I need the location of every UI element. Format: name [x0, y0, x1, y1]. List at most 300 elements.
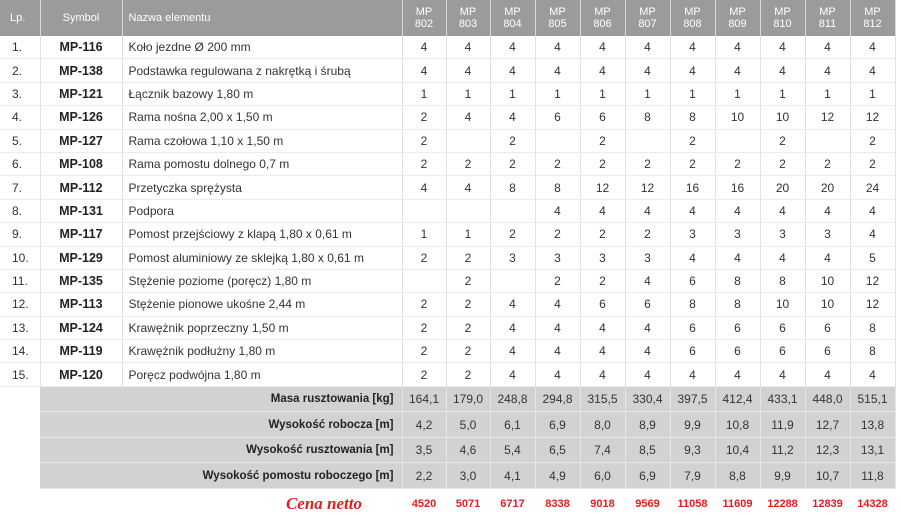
summary-value: 10,7 — [805, 463, 850, 489]
row-name: Rama nośna 2,00 x 1,50 m — [122, 106, 402, 129]
row-quantity: 16 — [670, 176, 715, 199]
summary-value: 12,3 — [805, 437, 850, 463]
row-quantity: 4 — [670, 246, 715, 269]
summary-row — [0, 437, 895, 463]
row-symbol: MP-138 — [40, 59, 122, 82]
header-model-number: 812 — [863, 18, 882, 30]
summary-value: 6,9 — [535, 412, 580, 438]
header-model — [402, 0, 446, 36]
header-model-number: 806 — [593, 18, 612, 30]
row-quantity: 2 — [535, 223, 580, 246]
row-quantity: 4 — [715, 199, 760, 222]
row-quantity: 4 — [535, 59, 580, 82]
row-symbol: MP-117 — [40, 223, 122, 246]
row-quantity: 2 — [625, 152, 670, 175]
row-quantity: 2 — [580, 223, 625, 246]
row-quantity: 4 — [625, 59, 670, 82]
row-symbol: MP-127 — [40, 129, 122, 152]
row-quantity — [490, 269, 535, 292]
row-quantity: 6 — [670, 340, 715, 363]
row-name: Przetyczka sprężysta — [122, 176, 402, 199]
row-quantity — [446, 199, 490, 222]
row-quantity — [805, 129, 850, 152]
row-quantity: 2 — [850, 152, 895, 175]
summary-value: 2,2 — [402, 463, 446, 489]
row-quantity: 4 — [670, 59, 715, 82]
header-model-number: 808 — [683, 18, 702, 30]
table-row — [0, 82, 895, 105]
price-value: 11058 — [670, 488, 715, 519]
row-quantity: 8 — [670, 106, 715, 129]
summary-value: 6,0 — [580, 463, 625, 489]
row-quantity: 10 — [760, 293, 805, 316]
row-quantity: 4 — [490, 340, 535, 363]
row-number: 1. — [0, 36, 40, 59]
row-quantity: 6 — [715, 340, 760, 363]
row-quantity: 1 — [446, 223, 490, 246]
row-quantity: 4 — [625, 340, 670, 363]
row-quantity: 2 — [446, 316, 490, 339]
row-quantity: 1 — [670, 82, 715, 105]
row-quantity: 4 — [760, 363, 805, 386]
row-quantity: 2 — [446, 363, 490, 386]
row-quantity: 4 — [625, 36, 670, 59]
row-number: 14. — [0, 340, 40, 363]
header-model-number: 811 — [818, 18, 837, 30]
row-quantity: 2 — [670, 152, 715, 175]
summary-value: 11,9 — [760, 412, 805, 438]
row-name: Koło jezdne Ø 200 mm — [122, 36, 402, 59]
row-quantity: 4 — [715, 36, 760, 59]
row-quantity: 4 — [805, 59, 850, 82]
row-quantity: 4 — [490, 316, 535, 339]
summary-value: 248,8 — [490, 386, 535, 412]
row-quantity: 2 — [580, 152, 625, 175]
row-quantity: 4 — [625, 363, 670, 386]
row-quantity: 6 — [670, 316, 715, 339]
summary-value: 330,4 — [625, 386, 670, 412]
row-quantity: 4 — [760, 36, 805, 59]
row-quantity: 4 — [535, 36, 580, 59]
row-symbol: MP-135 — [40, 269, 122, 292]
row-quantity: 4 — [490, 293, 535, 316]
row-quantity: 4 — [580, 363, 625, 386]
header-model-prefix: MP — [549, 6, 566, 18]
table-row — [0, 246, 895, 269]
row-quantity: 8 — [760, 269, 805, 292]
row-quantity: 4 — [535, 316, 580, 339]
row-quantity: 10 — [715, 106, 760, 129]
row-quantity: 2 — [625, 223, 670, 246]
row-quantity: 4 — [490, 363, 535, 386]
row-quantity: 4 — [850, 223, 895, 246]
table-row — [0, 176, 895, 199]
header-model-number: 804 — [503, 18, 522, 30]
row-quantity: 4 — [850, 59, 895, 82]
header-model-prefix: MP — [459, 6, 477, 18]
row-quantity: 10 — [760, 106, 805, 129]
summary-value: 433,1 — [760, 386, 805, 412]
row-quantity: 4 — [535, 293, 580, 316]
row-quantity: 2 — [402, 106, 446, 129]
header-model-prefix: MP — [594, 6, 611, 18]
summary-value: 4,6 — [446, 437, 490, 463]
row-name: Podpora — [122, 199, 402, 222]
summary-value: 5,0 — [446, 412, 490, 438]
row-number: 8. — [0, 199, 40, 222]
row-number: 9. — [0, 223, 40, 246]
row-name: Pomost aluminiowy ze sklejką 1,80 x 0,61 m — [122, 246, 402, 269]
summary-label: Wysokość pomostu roboczego [m] — [40, 463, 402, 489]
row-quantity — [402, 269, 446, 292]
row-number: 7. — [0, 176, 40, 199]
row-quantity: 8 — [625, 106, 670, 129]
row-name: Rama pomostu dolnego 0,7 m — [122, 152, 402, 175]
row-quantity: 2 — [402, 316, 446, 339]
row-quantity: 6 — [715, 316, 760, 339]
table-row — [0, 59, 895, 82]
table-row — [0, 340, 895, 363]
summary-value: 179,0 — [446, 386, 490, 412]
row-name: Stężenie poziome (poręcz) 1,80 m — [122, 269, 402, 292]
price-value: 8338 — [535, 488, 580, 519]
row-name: Stężenie pionowe ukośne 2,44 m — [122, 293, 402, 316]
row-quantity: 3 — [580, 246, 625, 269]
row-quantity: 1 — [446, 82, 490, 105]
summary-value: 13,8 — [850, 412, 895, 438]
summary-value: 294,8 — [535, 386, 580, 412]
summary-row — [0, 463, 895, 489]
header-model-prefix: MP — [774, 6, 791, 18]
summary-value: 11,8 — [850, 463, 895, 489]
row-quantity: 1 — [850, 82, 895, 105]
row-quantity: 10 — [805, 293, 850, 316]
row-quantity — [402, 199, 446, 222]
row-quantity: 4 — [535, 340, 580, 363]
price-value: 9569 — [625, 488, 670, 519]
summary-body — [0, 386, 895, 488]
row-quantity: 4 — [580, 199, 625, 222]
row-quantity: 1 — [760, 82, 805, 105]
summary-spacer — [0, 386, 40, 412]
summary-value: 10,4 — [715, 437, 760, 463]
row-quantity: 2 — [850, 129, 895, 152]
header-name: Nazwa elementu — [122, 0, 402, 36]
header-model — [446, 0, 490, 36]
row-name: Krawężnik poprzeczny 1,50 m — [122, 316, 402, 339]
row-quantity: 4 — [446, 176, 490, 199]
summary-value: 4,1 — [490, 463, 535, 489]
row-quantity: 2 — [535, 269, 580, 292]
row-quantity: 1 — [715, 82, 760, 105]
row-quantity: 4 — [580, 316, 625, 339]
row-quantity: 4 — [625, 316, 670, 339]
header-model-number: 810 — [773, 18, 792, 30]
row-quantity: 4 — [446, 59, 490, 82]
table-row — [0, 223, 895, 246]
row-quantity: 4 — [402, 36, 446, 59]
table-row — [0, 199, 895, 222]
row-quantity: 6 — [580, 106, 625, 129]
table-row — [0, 36, 895, 59]
header-model — [850, 0, 895, 36]
row-quantity: 4 — [805, 36, 850, 59]
summary-value: 164,1 — [402, 386, 446, 412]
row-quantity: 4 — [760, 199, 805, 222]
row-quantity: 4 — [850, 36, 895, 59]
header-model-number: 803 — [458, 18, 478, 30]
summary-value: 6,1 — [490, 412, 535, 438]
header-lp: Lp. — [0, 0, 40, 36]
row-name: Rama czołowa 1,10 x 1,50 m — [122, 129, 402, 152]
row-symbol: MP-113 — [40, 293, 122, 316]
price-value: 5071 — [446, 488, 490, 519]
table-row — [0, 152, 895, 175]
row-quantity: 2 — [402, 363, 446, 386]
summary-spacer — [0, 412, 40, 438]
row-quantity: 4 — [625, 199, 670, 222]
row-quantity: 4 — [805, 246, 850, 269]
price-value: 4520 — [402, 488, 446, 519]
row-symbol: MP-108 — [40, 152, 122, 175]
row-quantity: 2 — [490, 223, 535, 246]
table-row — [0, 269, 895, 292]
summary-value: 3,5 — [402, 437, 446, 463]
table-row — [0, 293, 895, 316]
row-quantity: 2 — [446, 269, 490, 292]
row-quantity: 3 — [490, 246, 535, 269]
row-quantity: 12 — [625, 176, 670, 199]
row-number: 4. — [0, 106, 40, 129]
row-quantity: 2 — [805, 152, 850, 175]
row-quantity: 4 — [670, 363, 715, 386]
header-row — [0, 0, 895, 36]
row-quantity: 12 — [850, 269, 895, 292]
row-quantity: 1 — [402, 223, 446, 246]
row-symbol: MP-120 — [40, 363, 122, 386]
row-quantity: 6 — [760, 316, 805, 339]
row-quantity: 20 — [805, 176, 850, 199]
row-quantity: 3 — [715, 223, 760, 246]
row-quantity: 2 — [446, 152, 490, 175]
row-quantity: 2 — [490, 129, 535, 152]
row-quantity: 6 — [535, 106, 580, 129]
row-quantity: 4 — [625, 269, 670, 292]
row-symbol: MP-112 — [40, 176, 122, 199]
row-quantity: 2 — [446, 340, 490, 363]
components-body — [0, 36, 895, 386]
summary-value: 8,0 — [580, 412, 625, 438]
summary-value: 6,9 — [625, 463, 670, 489]
row-quantity: 4 — [670, 36, 715, 59]
header-model — [535, 0, 580, 36]
row-quantity: 4 — [535, 363, 580, 386]
row-quantity: 6 — [805, 340, 850, 363]
row-quantity — [535, 129, 580, 152]
summary-label: Wysokość robocza [m] — [40, 412, 402, 438]
row-quantity: 2 — [535, 152, 580, 175]
row-quantity: 2 — [402, 246, 446, 269]
row-quantity: 5 — [850, 246, 895, 269]
summary-value: 315,5 — [580, 386, 625, 412]
row-quantity: 4 — [580, 36, 625, 59]
row-quantity: 12 — [805, 106, 850, 129]
summary-value: 8,9 — [625, 412, 670, 438]
row-quantity: 6 — [760, 340, 805, 363]
row-quantity: 4 — [850, 199, 895, 222]
header-model — [715, 0, 760, 36]
row-quantity: 4 — [760, 246, 805, 269]
row-quantity: 6 — [805, 316, 850, 339]
summary-value: 3,0 — [446, 463, 490, 489]
summary-spacer — [0, 437, 40, 463]
row-quantity: 8 — [715, 293, 760, 316]
row-quantity: 2 — [446, 246, 490, 269]
row-quantity: 4 — [715, 59, 760, 82]
row-quantity: 6 — [625, 293, 670, 316]
row-quantity: 1 — [805, 82, 850, 105]
row-quantity: 4 — [490, 106, 535, 129]
row-number: 6. — [0, 152, 40, 175]
row-quantity: 2 — [580, 129, 625, 152]
row-quantity: 8 — [490, 176, 535, 199]
row-quantity: 2 — [402, 129, 446, 152]
row-quantity: 8 — [670, 293, 715, 316]
row-quantity: 10 — [805, 269, 850, 292]
header-model — [670, 0, 715, 36]
header-model-prefix: MP — [504, 6, 521, 18]
summary-value: 7,9 — [670, 463, 715, 489]
row-quantity: 4 — [670, 199, 715, 222]
summary-value: 12,7 — [805, 412, 850, 438]
header-model — [625, 0, 670, 36]
summary-row — [0, 386, 895, 412]
row-symbol: MP-131 — [40, 199, 122, 222]
row-quantity: 3 — [625, 246, 670, 269]
table-row — [0, 129, 895, 152]
header-model-number: 802 — [414, 18, 434, 30]
row-quantity: 4 — [402, 59, 446, 82]
row-quantity: 2 — [446, 293, 490, 316]
row-quantity: 6 — [670, 269, 715, 292]
summary-value: 11,2 — [760, 437, 805, 463]
row-quantity: 16 — [715, 176, 760, 199]
row-number: 11. — [0, 269, 40, 292]
row-quantity: 1 — [535, 82, 580, 105]
summary-value: 8,8 — [715, 463, 760, 489]
row-quantity: 2 — [670, 129, 715, 152]
row-quantity — [625, 129, 670, 152]
row-name: Krawężnik podłużny 1,80 m — [122, 340, 402, 363]
row-symbol: MP-121 — [40, 82, 122, 105]
row-quantity: 4 — [760, 59, 805, 82]
row-quantity: 4 — [402, 176, 446, 199]
price-value: 6717 — [490, 488, 535, 519]
row-quantity: 4 — [715, 246, 760, 269]
header-model-number: 805 — [548, 18, 567, 30]
summary-value: 9,9 — [760, 463, 805, 489]
price-value: 11609 — [715, 488, 760, 519]
price-label: Cena netto — [0, 488, 402, 519]
summary-row — [0, 412, 895, 438]
row-quantity: 8 — [850, 340, 895, 363]
row-number: 13. — [0, 316, 40, 339]
summary-label: Wysokość rusztowania [m] — [40, 437, 402, 463]
summary-value: 412,4 — [715, 386, 760, 412]
summary-value: 9,3 — [670, 437, 715, 463]
row-quantity — [446, 129, 490, 152]
row-quantity: 4 — [805, 199, 850, 222]
summary-value: 9,9 — [670, 412, 715, 438]
summary-value: 4,2 — [402, 412, 446, 438]
row-quantity: 2 — [490, 152, 535, 175]
row-quantity: 2 — [402, 293, 446, 316]
row-quantity: 1 — [402, 82, 446, 105]
row-symbol: MP-126 — [40, 106, 122, 129]
row-quantity: 4 — [446, 36, 490, 59]
row-symbol: MP-116 — [40, 36, 122, 59]
row-quantity: 4 — [535, 199, 580, 222]
row-quantity: 3 — [760, 223, 805, 246]
row-name: Pomost przejściowy z klapą 1,80 x 0,61 m — [122, 223, 402, 246]
header-symbol: Symbol — [40, 0, 122, 36]
row-quantity: 3 — [805, 223, 850, 246]
summary-value: 4,9 — [535, 463, 580, 489]
summary-spacer — [0, 463, 40, 489]
header-model — [490, 0, 535, 36]
header-model — [760, 0, 805, 36]
header-model-number: 809 — [728, 18, 747, 30]
summary-value: 8,5 — [625, 437, 670, 463]
price-body — [0, 488, 895, 519]
header-model-prefix: MP — [639, 6, 656, 18]
row-quantity: 1 — [580, 82, 625, 105]
price-value: 14328 — [850, 488, 895, 519]
row-quantity: 2 — [760, 152, 805, 175]
header-model-number: 807 — [638, 18, 657, 30]
row-quantity: 4 — [805, 363, 850, 386]
row-quantity: 4 — [715, 363, 760, 386]
row-number: 12. — [0, 293, 40, 316]
table-row — [0, 106, 895, 129]
row-quantity: 6 — [580, 293, 625, 316]
row-quantity: 12 — [850, 106, 895, 129]
header-model-prefix: MP — [684, 6, 701, 18]
row-quantity: 12 — [850, 293, 895, 316]
row-quantity: 4 — [850, 363, 895, 386]
header-model — [805, 0, 850, 36]
row-quantity: 2 — [760, 129, 805, 152]
row-quantity: 20 — [760, 176, 805, 199]
row-symbol: MP-129 — [40, 246, 122, 269]
row-quantity: 4 — [580, 59, 625, 82]
table-row — [0, 316, 895, 339]
row-name: Poręcz podwójna 1,80 m — [122, 363, 402, 386]
header-model-prefix: MP — [415, 6, 433, 18]
row-quantity: 1 — [490, 82, 535, 105]
row-number: 5. — [0, 129, 40, 152]
summary-value: 6,5 — [535, 437, 580, 463]
row-symbol: MP-124 — [40, 316, 122, 339]
row-quantity: 12 — [580, 176, 625, 199]
row-quantity: 4 — [580, 340, 625, 363]
header-model-prefix: MP — [819, 6, 836, 18]
row-number: 15. — [0, 363, 40, 386]
row-quantity: 1 — [625, 82, 670, 105]
row-quantity — [715, 129, 760, 152]
row-quantity: 8 — [535, 176, 580, 199]
row-quantity: 2 — [715, 152, 760, 175]
